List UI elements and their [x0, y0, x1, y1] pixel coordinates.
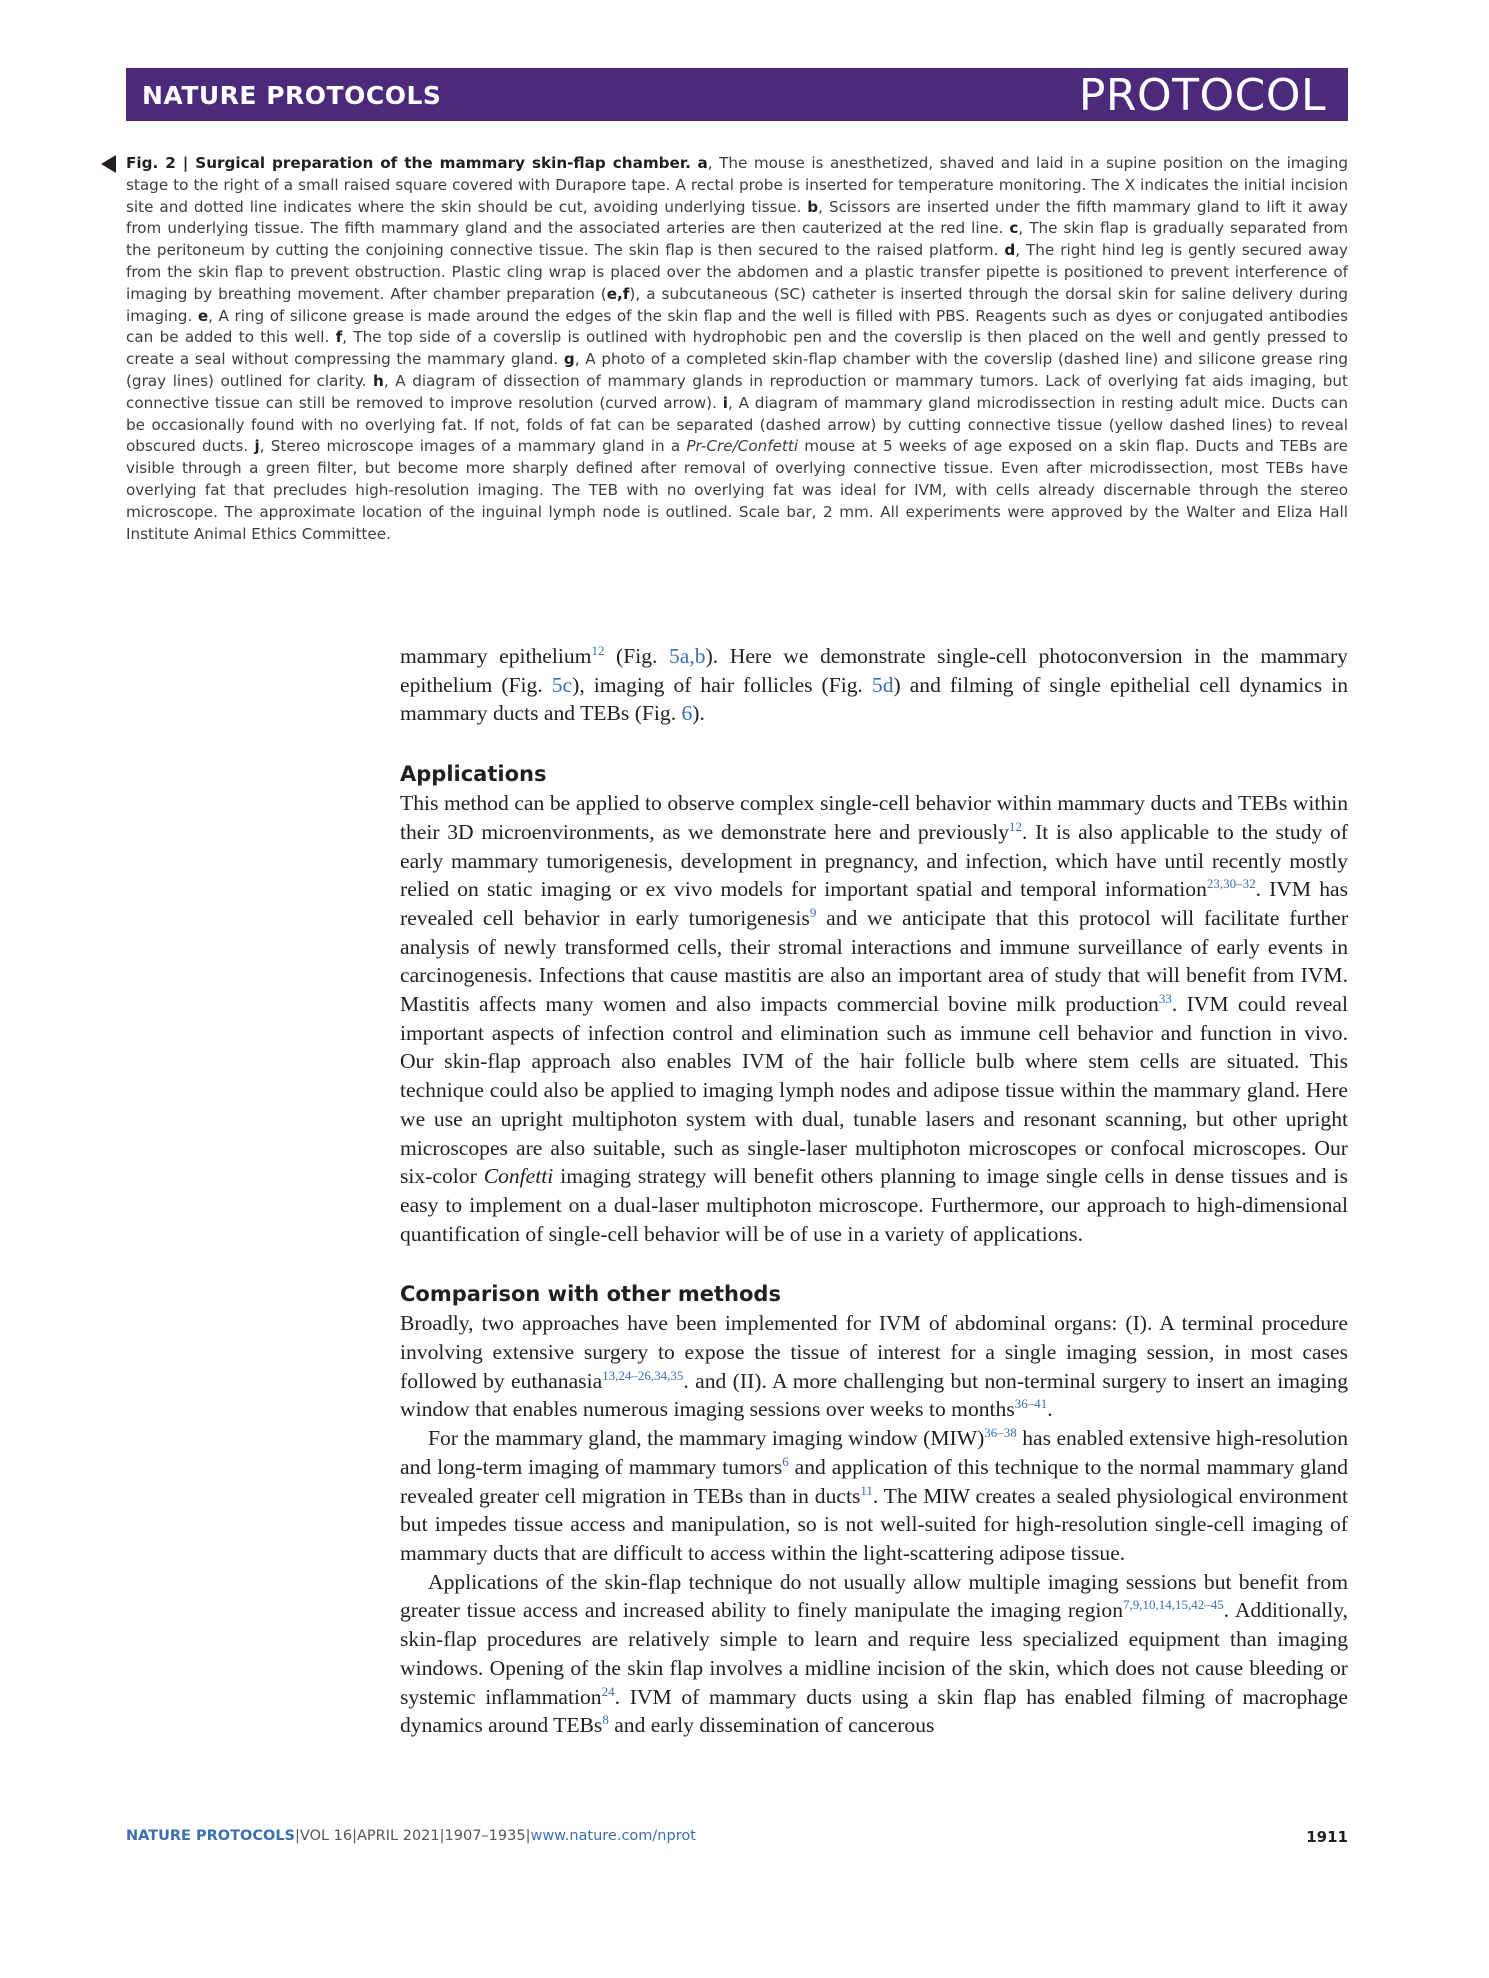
citation-link[interactable]: 6 — [782, 1453, 789, 1469]
citation-link[interactable]: 11 — [860, 1482, 873, 1498]
citation-link[interactable]: 8 — [602, 1712, 609, 1728]
footer-volume: VOL 16 — [299, 1828, 353, 1844]
footer-separator: | — [295, 1828, 300, 1844]
body-text: . It is also applicable to the study of early mammary tumorigenesis, development in pregnancy, and infection, which have until recently mostly relied on static imaging or ex vivo models for important spatial and temporal information — [400, 819, 1348, 902]
page-footer — [126, 1828, 1348, 1844]
body-italic-text: Confetti — [483, 1164, 554, 1189]
caption-text: , The top side of a coverslip is outlined with hydrophobic pen and the coverslip is then placed on the well and gently pressed to create a seal without compressing the mammary gland. — [126, 328, 1348, 369]
caption-text: , A diagram of dissection of mammary glands in reproduction or mammary tumors. Lack of overlying fat aids imaging, but connective tissue can still be removed to improve resolution (curved arrow). — [126, 371, 1348, 412]
caption-text: mouse at 5 weeks of age exposed on a skin flap. Ducts and TEBs are visible through a green filter, but become more sharply defined after removal of overlying connective tissue. Even after microdissection, most TEBs have overlying fat that precludes high-resolution imaging. The TEB with no overlying fat was ideal for IVM, with cells already discernable through the stereo microscope. The approximate location of the inguinal lymph node is outlined. Scale bar, 2 mm. All experiments were approved by the Walter and Eliza Hall Institute Animal Ethics Committee. — [126, 437, 1348, 543]
body-text: ). — [692, 701, 705, 726]
caption-panel-label: c — [1009, 219, 1019, 238]
body-text: ). Here we demonstrate single-cell photoconversion in the mammary epithelium (Fig. — [400, 644, 1348, 697]
body-text: ), imaging of hair follicles (Fig. — [572, 672, 872, 697]
body-text: imaging strategy will benefit others planning to image single cells in dense tissues and is easy to implement on a dual-laser multiphoton microscope. Furthermore, our approach to high-dimensional quantification of single-cell behavior will be of use in a variety of applications. — [400, 1164, 1348, 1246]
caption-text: , A diagram of mammary gland microdissection in resting adult mice. Ducts can be occasionally found with no overlying fat. If not, folds of fat can be separated (dashed arrow) by cutting connective tissue (yellow dashed lines) to reveal obscured ducts. — [126, 393, 1348, 456]
article-type: PROTOCOL — [1078, 70, 1326, 121]
caption-panel-label: i — [722, 393, 728, 412]
figure-link[interactable]: 5a,b — [669, 644, 706, 668]
caption-panel-label: e — [197, 306, 209, 325]
body-text: and early dissemination of cancerous — [608, 1713, 935, 1738]
journal-header-bar — [126, 68, 1348, 121]
section-heading-applications: Applications — [400, 762, 547, 787]
body-text: ) and filming of single epithelial cell dynamics in mammary ducts and TEBs (Fig. — [400, 672, 1348, 726]
figure-caption — [126, 153, 1348, 545]
figure-link[interactable]: 6 — [681, 701, 693, 726]
caption-text: , Scissors are inserted under the fifth mammary gland to lift it away from underlying tissue. The fifth mammary gland and the associated arteries are then cauterized at the red line. — [126, 197, 1348, 238]
citation-link[interactable]: 12 — [1009, 818, 1022, 834]
citation-link[interactable]: 7,9,10,14,15,42–45 — [1123, 1597, 1224, 1613]
body-text: and we anticipate that this protocol will facilitate further analysis of newly transformed cells, their stromal interactions and immune surveillance of early events in carcinogenesis. Infections that cause mastitis are also an important area of study that will benefit from IVM. Mastitis affects many women and also impacts commercial bovine milk production — [400, 905, 1349, 1017]
caption-text: , The mouse is anesthetized, shaved and laid in a supine position on the imaging stage to the right of a small raised square covered with Durapore tape. A rectal probe is inserted for temperature monitoring. The X indicates the initial incision site and dotted line indicates where the skin should be cut, avoiding underlying tissue. — [126, 154, 1349, 216]
caption-panel-label: h — [373, 371, 384, 390]
caption-title: Fig. 2 | Surgical preparation of the mammary skin-flap chamber. — [126, 154, 691, 172]
caption-text: , The right hind leg is gently secured away from the skin flap to prevent obstruction. Plastic cling wrap is placed over the abdomen and a plastic transfer pipette is positioned to prevent interference of imaging by breathing movement. After chamber preparation ( — [126, 241, 1348, 303]
footer-separator: | — [525, 1828, 531, 1844]
body-text: . — [1047, 1397, 1053, 1422]
caption-panel-label: b — [807, 197, 819, 216]
citation-link[interactable]: 24 — [601, 1683, 615, 1699]
caption-panel-label: d — [1004, 241, 1016, 260]
caption-text: , A ring of silicone grease is made around the edges of the skin flap and the well is filled with PBS. Reagents such as dyes or conjugated antibodies can be added to this well. — [126, 306, 1348, 347]
caption-panel-label: e,f — [606, 284, 630, 303]
caption-pointer-icon — [101, 155, 116, 173]
body-text: mammary epithelium — [400, 644, 592, 668]
journal-name: NATURE PROTOCOLS — [142, 81, 442, 110]
citation-link[interactable]: 33 — [1158, 991, 1172, 1007]
body-text: . IVM has revealed cell behavior in early tumorigenesis — [400, 877, 1348, 930]
caption-text: , The skin flap is gradually separated from the peritoneum by cutting the conjoining connective tissue. The skin flap is then secured to the raised platform. — [126, 219, 1348, 260]
figure-link[interactable]: 5d — [871, 672, 894, 697]
body-text: . Additionally, skin-flap procedures are relatively simple to learn and require less specialized equipment than imaging windows. Opening of the skin flap involves a midline incision of the skin, which does not cause bleeding or systemic inflammation — [400, 1598, 1348, 1709]
body-text: This method can be applied to observe complex single-cell behavior within mammary ducts and TEBs within their 3D microenvironments, as we demonstrate here and previously — [400, 791, 1348, 844]
footer-separator: | — [439, 1828, 445, 1844]
body-paragraph — [400, 1424, 1348, 1568]
citation-link[interactable]: 13,24–26,34,35 — [602, 1367, 684, 1383]
body-text: . The MIW creates a sealed physiological environment but impedes tissue access and manipulation, so is not well-suited for high-resolution single-cell imaging of mammary ducts that are difficult to access within the light-scattering adipose tissue. — [400, 1483, 1348, 1565]
body-text: Applications of the skin-flap technique do not usually allow multiple imaging sessions but benefit from greater tissue access and increased ability to finely manipulate the imaging region — [400, 1569, 1348, 1623]
footer-pages: 1907–1935 — [444, 1828, 526, 1844]
body-paragraph — [400, 642, 1348, 728]
footer-date: APRIL 2021 — [357, 1828, 440, 1844]
body-text: For the mammary gland, the mammary imaging window (MIW) — [428, 1426, 985, 1451]
body-paragraph — [400, 789, 1348, 1248]
body-text: has enabled extensive high-resolution and long-term imaging of mammary tumors — [400, 1426, 1348, 1479]
page-number: 1911 — [1306, 1828, 1348, 1846]
body-text: Broadly, two approaches have been implemented for IVM of abdominal organs: (I). A terminal procedure involving extensive surgery to expose the tissue of interest for a single imaging session, in most cases followed by euthanasia — [400, 1311, 1348, 1393]
footer-url-link[interactable]: www.nature.com/nprot — [530, 1828, 696, 1844]
caption-panel-label: a — [697, 154, 708, 172]
body-text: . and (II). A more challenging but non-terminal surgery to insert an imaging window that enables numerous imaging sessions over weeks to months — [400, 1368, 1348, 1422]
footer-journal: NATURE PROTOCOLS — [126, 1828, 296, 1844]
section-heading-comparison: Comparison with other methods — [400, 1282, 781, 1307]
body-text: and application of this technique to the normal mammary gland revealed greater cell migration in TEBs than in ducts — [400, 1454, 1349, 1508]
figure-link[interactable]: 5c — [551, 672, 573, 697]
body-paragraph — [400, 1568, 1348, 1740]
main-body-text — [400, 642, 1348, 1740]
caption-panel-label: j — [254, 437, 260, 456]
body-text: . IVM could reveal important aspects of infection control and elimination such as immune cell behavior and function in vivo. Our skin-flap approach also enables IVM of the hair follicle bulb where stem cells are situated. This technique could also be applied to imaging lymph nodes and adipose tissue within the mammary gland. Here we use an upright multiphoton system with dual, tunable lasers and resonant scanning, but other upright microscopes are also suitable, such as single-laser multiphoton microscopes or confocal microscopes. Our six-color — [400, 992, 1348, 1189]
citation-link[interactable]: 12 — [591, 643, 605, 658]
citation-link[interactable]: 9 — [809, 904, 817, 920]
caption-text: ), a subcutaneous (SC) catheter is inserted through the dorsal skin for saline delivery during imaging. — [126, 284, 1349, 325]
caption-text: , A photo of a completed skin-flap chamber with the coverslip (dashed line) and silicone grease ring (gray lines) outlined for clarity. — [126, 350, 1349, 390]
caption-text: , Stereo microscope images of a mammary gland in a — [259, 437, 687, 456]
citation-link[interactable]: 36–41 — [1014, 1396, 1048, 1412]
citation-link[interactable]: 23,30–32 — [1206, 876, 1256, 892]
body-paragraph — [400, 1309, 1348, 1424]
body-text: (Fig. — [604, 644, 669, 668]
citation-link[interactable]: 36–38 — [984, 1425, 1017, 1441]
body-text: . IVM of mammary ducts using a skin flap has enabled filming of macrophage dynamics around TEBs — [400, 1684, 1348, 1738]
caption-strain: Pr-Cre/Confetti — [686, 437, 799, 456]
footer-separator: | — [352, 1828, 358, 1844]
caption-panel-label: g — [563, 350, 575, 369]
caption-panel-label: f — [335, 328, 343, 347]
